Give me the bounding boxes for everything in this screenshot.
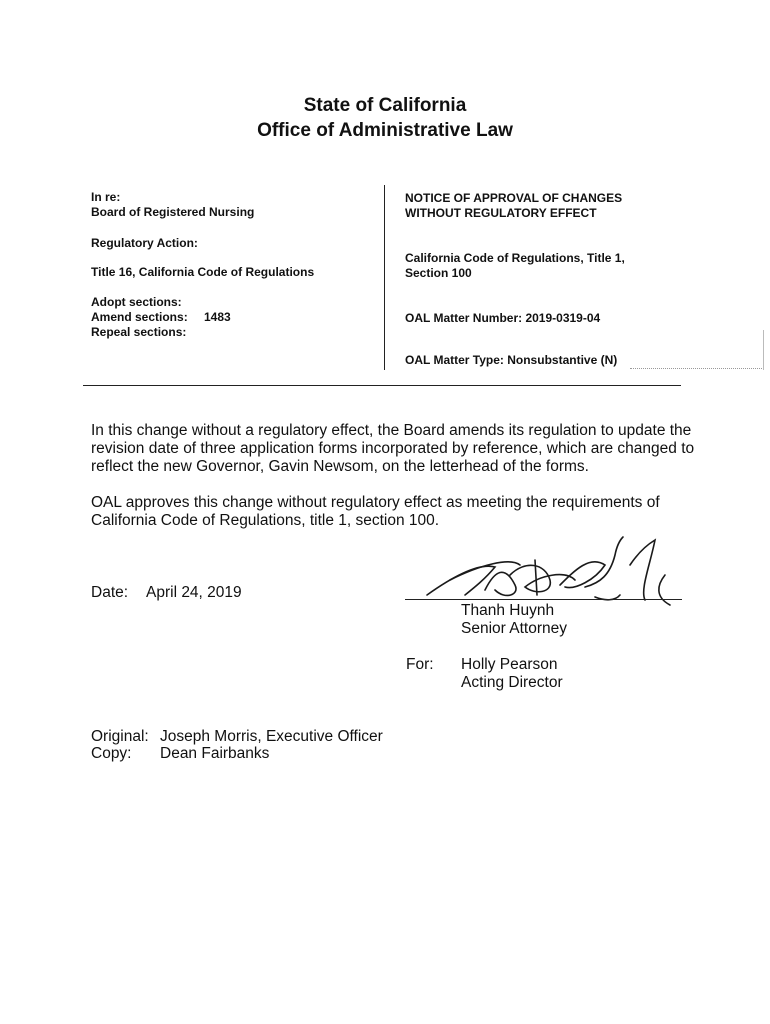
oal-matter-number: OAL Matter Number: 2019-0319-04 [405, 311, 601, 325]
paragraph-2-line-2: California Code of Regulations, title 1, section 100. [91, 512, 440, 529]
paragraph-1-line-2: revision date of three application forms incorporated by reference, which are changed to [91, 440, 695, 457]
column-divider [384, 185, 385, 370]
header-office: Office of Administrative Law [257, 120, 513, 141]
amend-sections-value: 1483 [204, 310, 231, 324]
copy-label: Copy: [91, 745, 132, 762]
dotted-underline [630, 368, 764, 369]
copy-value: Dean Fairbanks [160, 745, 270, 762]
original-label: Original: [91, 728, 149, 745]
signer-title: Senior Attorney [461, 620, 567, 637]
repeal-sections-label: Repeal sections: [91, 325, 187, 339]
agency-name: Board of Registered Nursing [91, 205, 255, 219]
date-value: April 24, 2019 [146, 584, 242, 601]
adopt-sections-label: Adopt sections: [91, 295, 182, 309]
notice-title-line1: NOTICE OF APPROVAL OF CHANGES [405, 191, 623, 205]
for-name: Holly Pearson [461, 656, 558, 673]
amend-sections-label: Amend sections: [91, 310, 188, 324]
oal-matter-type: OAL Matter Type: Nonsubstantive (N) [405, 353, 618, 367]
original-value: Joseph Morris, Executive Officer [160, 728, 383, 745]
header-rule [83, 385, 681, 386]
code-reference-line2: Section 100 [405, 266, 472, 280]
code-reference-line1: California Code of Regulations, Title 1, [405, 251, 625, 265]
for-title: Acting Director [461, 674, 563, 691]
header-state: State of California [303, 95, 467, 116]
notice-title-line2: WITHOUT REGULATORY EFFECT [405, 206, 597, 220]
paragraph-1-line-1: In this change without a regulatory effect, the Board amends its regulation to update the [91, 422, 692, 439]
signature-line [405, 599, 682, 600]
signer-name: Thanh Huynh [461, 602, 555, 619]
regulatory-action-label: Regulatory Action: [91, 236, 198, 250]
date-label: Date: [91, 584, 129, 601]
paragraph-1-line-3: reflect the new Governor, Gavin Newsom, on the letterhead of the forms. [91, 458, 589, 475]
title-line: Title 16, California Code of Regulations [91, 265, 315, 279]
in-re-label: In re: [91, 190, 121, 204]
paragraph-2-line-1: OAL approves this change without regulatory effect as meeting the requirements of [91, 494, 660, 511]
scan-edge-mark [763, 330, 764, 370]
for-label: For: [406, 656, 434, 673]
